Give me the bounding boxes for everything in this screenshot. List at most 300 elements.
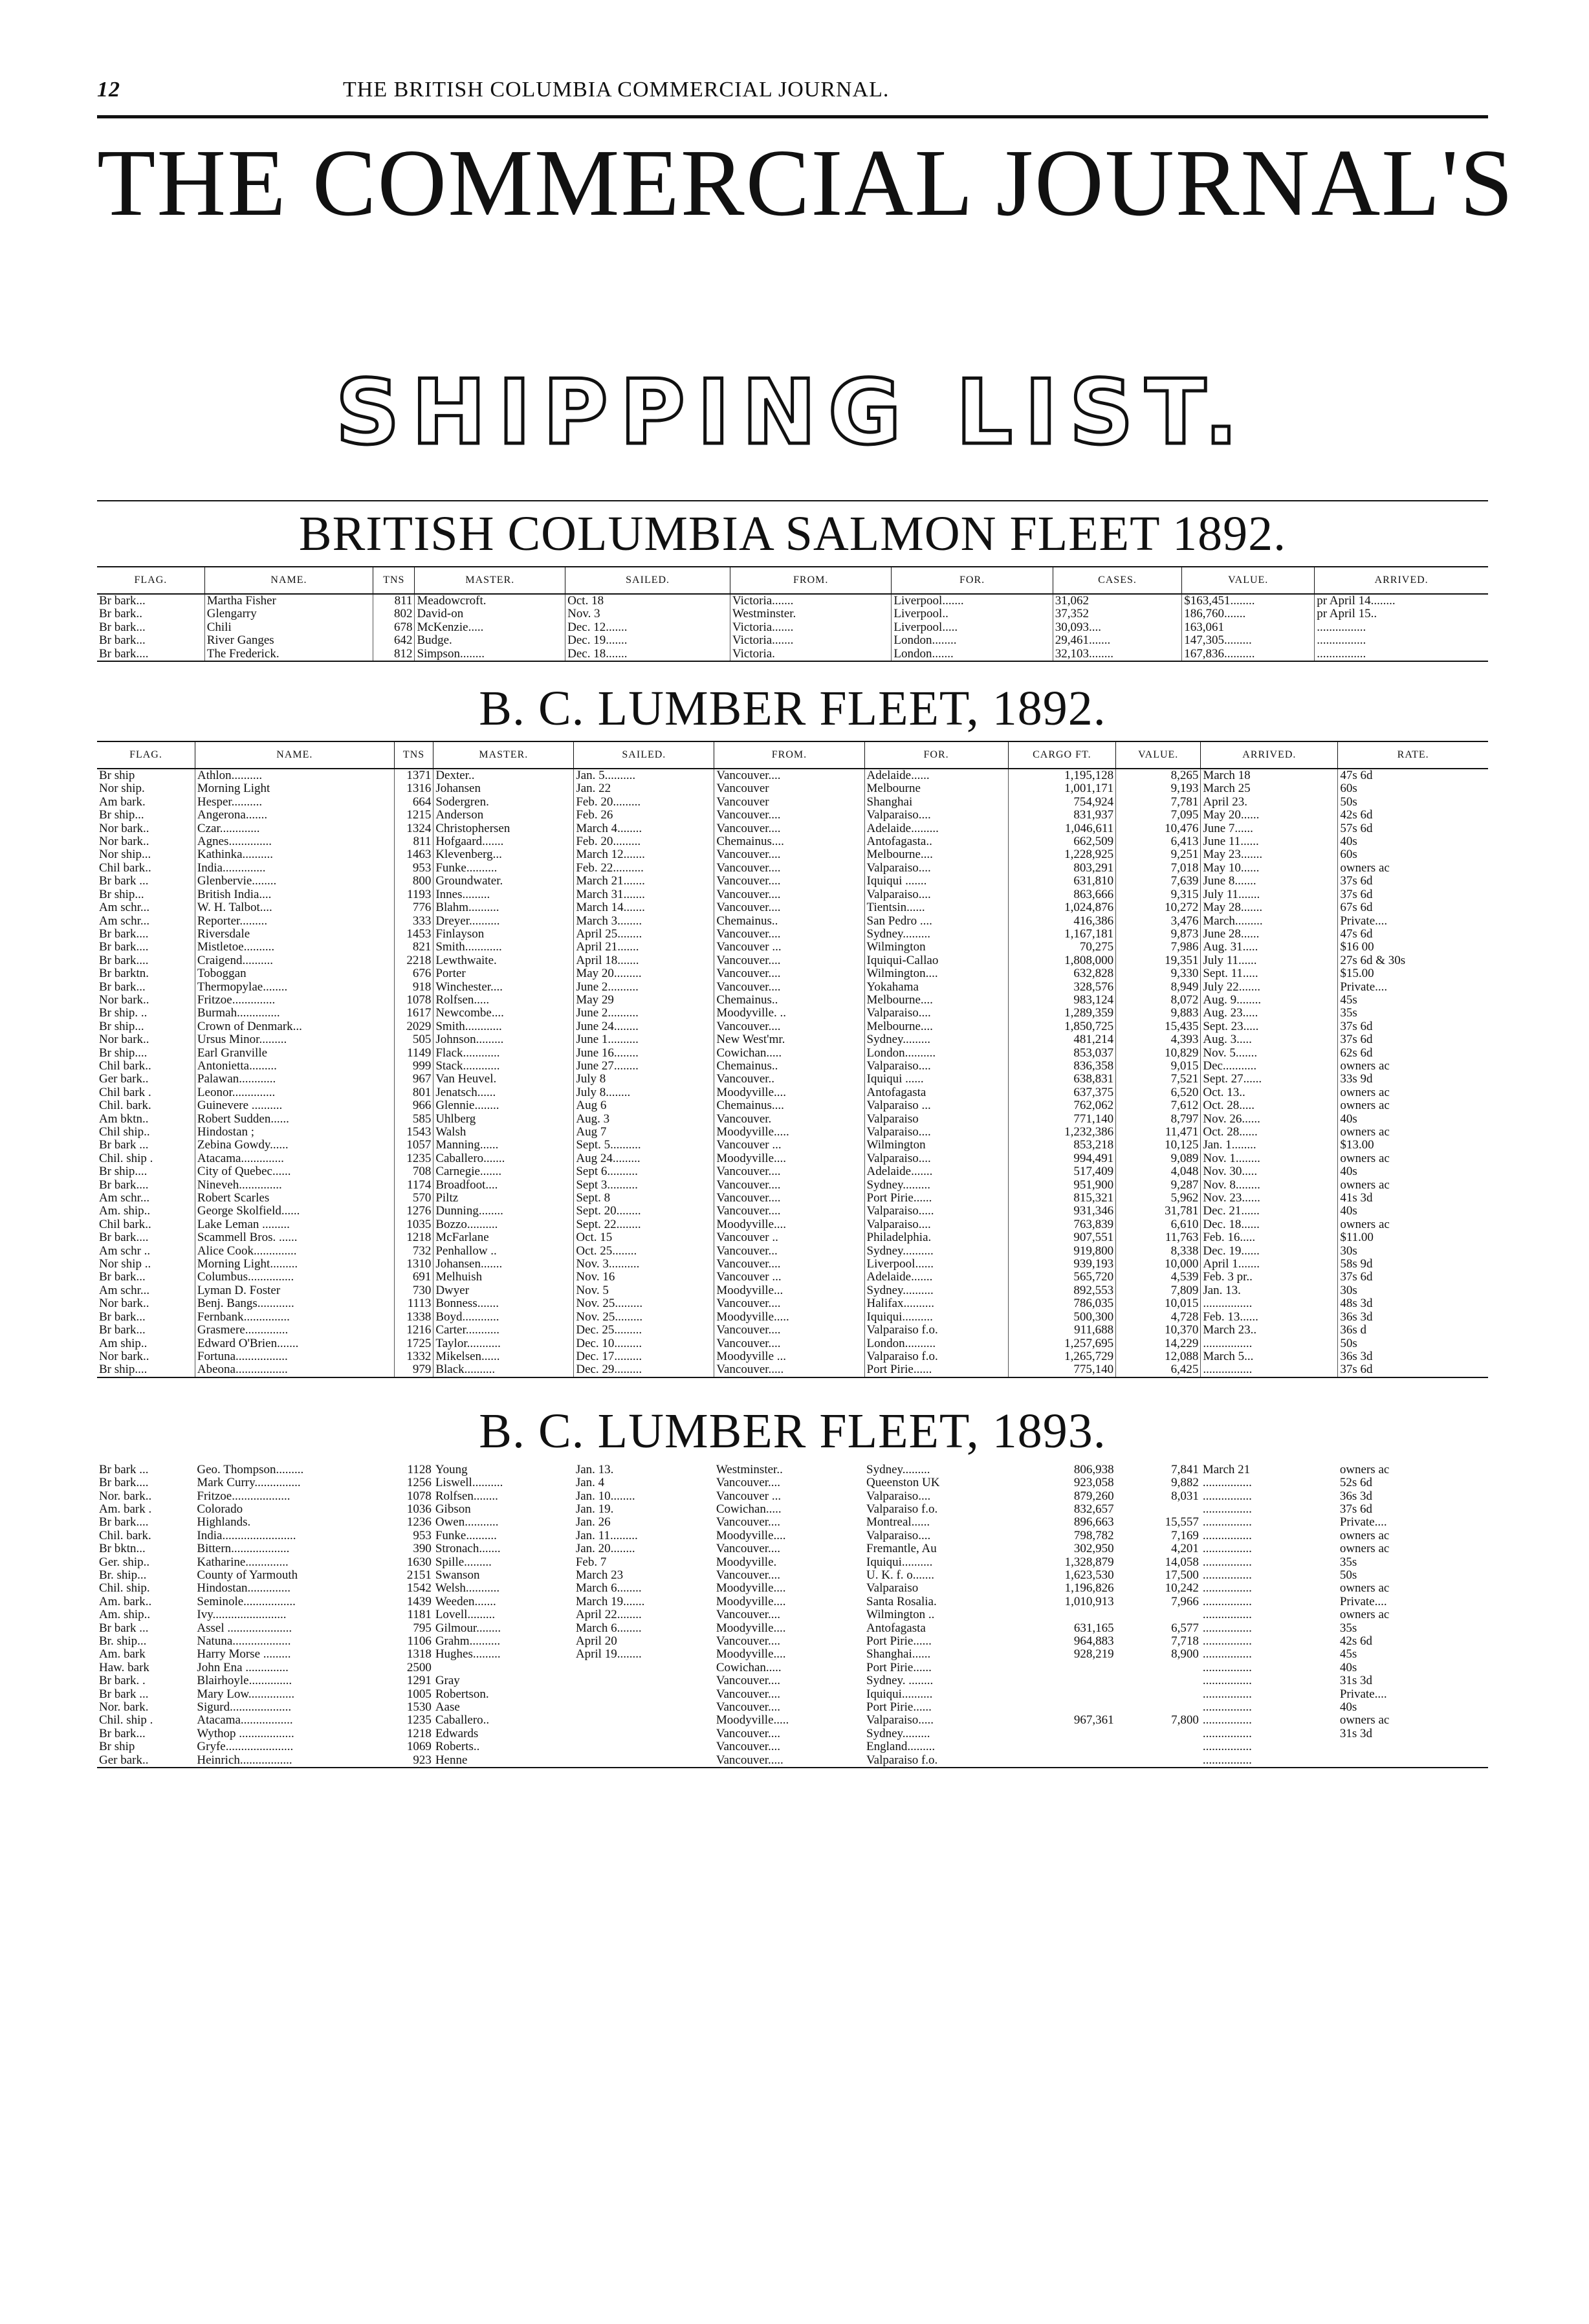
- lumber-1892-cell: Vancouver....: [714, 848, 864, 861]
- lumber-1892-cell: Dreyer..........: [433, 915, 574, 928]
- lumber-1892-cell: Melbourne....: [864, 994, 1008, 1007]
- lumber-1893-cell: Geo. Thompson.........: [197, 1463, 304, 1476]
- lumber-1892-cell: 40s: [1338, 835, 1488, 848]
- lumber-1892-cell: Chil bark..: [99, 1218, 151, 1231]
- lumber-1893-cell: Vancouver ...: [716, 1489, 782, 1503]
- lumber-1892-cell: Taylor...........: [433, 1337, 574, 1350]
- lumber-1892-cell: Columbus...............: [195, 1271, 394, 1284]
- lumber-1892-cell: 776: [394, 901, 433, 914]
- lumber-1893-cell: ................: [1202, 1502, 1252, 1516]
- lumber-1892-table-row: [97, 782, 1488, 795]
- lumber-1893-cell: 17,500: [1165, 1568, 1199, 1582]
- lumber-1892-cell: Dec. 25.........: [574, 1324, 714, 1337]
- lumber-1892-cell: Aug. 3.....: [1201, 1033, 1338, 1046]
- salmon-fleet-table: [97, 566, 1488, 662]
- lumber-1893-cell: [574, 1714, 714, 1727]
- lumber-1892-table-row: [97, 954, 1488, 967]
- lumber-1893-cell: 390: [413, 1542, 432, 1556]
- lumber-1892-table-row: [97, 1086, 1488, 1099]
- lumber-1892-cell: Porter: [433, 967, 574, 980]
- lumber-1892-column-header: SAILED.: [574, 741, 714, 769]
- lumber-1892-cell: 1,228,925: [1008, 848, 1116, 861]
- lumber-1892-cell: 9,089: [1116, 1152, 1201, 1165]
- salmon-cell: 802: [373, 608, 415, 620]
- lumber-1893-cell: Moodyville....: [716, 1648, 786, 1661]
- lumber-1892-cell: Br bark....: [99, 954, 149, 967]
- lumber-1892-cell: Vancouver....: [714, 981, 864, 994]
- lumber-1892-table-row: [97, 1179, 1488, 1192]
- salmon-cell: Dec. 19.......: [565, 634, 730, 647]
- lumber-1893-cell: 1630: [406, 1555, 432, 1569]
- lumber-1892-cell: owners ac: [1338, 1099, 1488, 1112]
- lumber-1893-cell: [574, 1727, 714, 1740]
- salmon-table-row: [97, 634, 1488, 647]
- lumber-1892-cell: 19,351: [1116, 954, 1201, 967]
- lumber-1892-cell: India..............: [195, 862, 394, 875]
- lumber-1893-cell: [574, 1674, 714, 1687]
- lumber-1892-cell: 1453: [394, 928, 433, 941]
- lumber-1892-table-row: [97, 1271, 1488, 1284]
- lumber-1892-cell: Halifax..........: [864, 1297, 1008, 1310]
- lumber-1893-cell: 1181: [407, 1608, 432, 1622]
- lumber-1893-cell: [1008, 1661, 1116, 1674]
- lumber-1892-table-row: [97, 1258, 1488, 1271]
- lumber-1893-cell: Bittern...................: [197, 1542, 290, 1556]
- lumber-1892-cell: Chil ship..: [99, 1126, 150, 1139]
- lumber-1893-cell: Feb. 7: [575, 1555, 607, 1569]
- lumber-1892-cell: Valparaiso....: [864, 1060, 1008, 1073]
- lumber-1892-cell: 1,289,359: [1008, 1007, 1116, 1020]
- lumber-1893-cell: [1338, 1754, 1488, 1768]
- lumber-1892-cell: Vancouver....: [714, 1337, 864, 1350]
- lumber-1892-cell: ................: [1201, 1337, 1338, 1350]
- lumber-1893-cell: 4,201: [1171, 1542, 1199, 1556]
- lumber-1893-cell: [1116, 1608, 1201, 1621]
- lumber-1892-cell: Sept. 5..........: [574, 1139, 714, 1152]
- lumber-1893-cell: Vancouver....: [716, 1516, 781, 1529]
- lumber-1892-cell: 1,265,729: [1008, 1350, 1116, 1363]
- lumber-1892-cell: 57s 6d: [1338, 822, 1488, 835]
- lumber-1892-cell: 67s 6d: [1338, 901, 1488, 914]
- lumber-1892-cell: 7,018: [1116, 862, 1201, 875]
- lumber-1892-table-row: [97, 928, 1488, 941]
- lumber-1893-cell: Henne: [433, 1754, 574, 1768]
- salmon-cell: 811: [373, 594, 415, 608]
- lumber-1892-cell: 8,072: [1116, 994, 1201, 1007]
- lumber-1892-cell: March 18: [1201, 769, 1338, 782]
- lumber-1892-cell: Piltz: [433, 1192, 574, 1205]
- lumber-1893-cell: Young: [435, 1463, 468, 1476]
- lumber-1893-cell: Jan. 11.........: [575, 1529, 638, 1542]
- lumber-1892-cell: 9,015: [1116, 1060, 1201, 1073]
- lumber-1893-cell: March 23: [575, 1568, 624, 1582]
- lumber-1892-cell: 1332: [394, 1350, 433, 1363]
- lumber-1892-cell: Br bark....: [99, 1231, 149, 1245]
- lumber-1892-cell: 47s 6d: [1338, 769, 1488, 782]
- lumber-1892-cell: Cowichan.....: [714, 1047, 864, 1060]
- lumber-1892-column-header: ARRIVED.: [1201, 741, 1338, 769]
- lumber-1892-column-header: RATE.: [1338, 741, 1488, 769]
- lumber-1892-cell: Sydney.........: [864, 1179, 1008, 1192]
- lumber-1892-cell: 1,808,000: [1008, 954, 1116, 967]
- lumber-1893-cell: Br. ship...: [99, 1635, 147, 1648]
- lumber-1892-cell: Philadelphia.: [864, 1231, 1008, 1244]
- lumber-1892-cell: 585: [394, 1113, 433, 1126]
- lumber-1892-cell: 37s 6d: [1338, 1033, 1488, 1046]
- lumber-1892-cell: Sept. 20........: [574, 1205, 714, 1218]
- lumber-1892-cell: Newcombe....: [433, 1007, 574, 1020]
- lumber-1893-cell: 806,938: [1073, 1463, 1114, 1476]
- salmon-cell: 32,103........: [1053, 648, 1181, 661]
- lumber-1892-cell: June 28......: [1201, 928, 1338, 941]
- lumber-1892-cell: 8,797: [1116, 1113, 1201, 1126]
- lumber-1892-table-row: [97, 1099, 1488, 1112]
- lumber-1893-cell: [574, 1754, 714, 1768]
- salmon-cell: Oct. 18: [565, 594, 730, 608]
- lumber-1892-cell: Funke..........: [433, 862, 574, 875]
- lumber-1892-cell: Vancouver....: [714, 822, 864, 835]
- lumber-1892-cell: 1216: [394, 1324, 433, 1337]
- lumber-1893-cell: Am. ship..: [99, 1608, 151, 1622]
- lumber-1892-cell: owners ac: [1338, 1218, 1488, 1231]
- lumber-1893-cell: Highlands.: [197, 1516, 251, 1529]
- lumber-1893-cell: 923: [394, 1754, 433, 1768]
- lumber-1893-cell: Atacama.................: [197, 1714, 293, 1727]
- salmon-cell: ................: [1315, 621, 1488, 634]
- lumber-1892-cell: Broadfoot....: [433, 1179, 574, 1192]
- lumber-1892-cell: 10,272: [1116, 901, 1201, 914]
- salmon-column-header: FLAG.: [97, 567, 204, 594]
- lumber-1892-cell: 1463: [394, 848, 433, 861]
- running-title: THE BRITISH COLUMBIA COMMERCIAL JOURNAL.: [343, 78, 890, 102]
- lumber-1892-cell: Moodyville...: [714, 1284, 864, 1297]
- lumber-1893-cell: ................: [1202, 1727, 1252, 1740]
- lumber-1892-cell: 500,300: [1008, 1311, 1116, 1324]
- lumber-1893-cell: [1008, 1754, 1116, 1768]
- lumber-1892-cell: Antofagasta..: [864, 835, 1008, 848]
- lumber-1892-cell: 853,218: [1008, 1139, 1116, 1152]
- lumber-1893-cell: [1008, 1701, 1116, 1714]
- lumber-1892-cell: Dunning........: [433, 1205, 574, 1218]
- lumber-1892-cell: 931,346: [1008, 1205, 1116, 1218]
- lumber-1893-cell: ................: [1202, 1595, 1252, 1608]
- lumber-1893-cell: [1338, 1740, 1488, 1753]
- lumber-1893-cell: Am. bark .: [99, 1502, 152, 1516]
- lumber-1893-cell: owners ac: [1339, 1714, 1390, 1727]
- lumber-1892-cell: Valparaiso....: [864, 1152, 1008, 1165]
- lumber-1893-cell: 879,260: [1073, 1489, 1114, 1503]
- lumber-1892-cell: June 16........: [574, 1047, 714, 1060]
- lumber-1892-cell: Vancouver....: [714, 1165, 864, 1178]
- lumber-1892-table-row: [97, 1033, 1488, 1046]
- lumber-1892-cell: Robert Sudden......: [195, 1113, 394, 1126]
- lumber-1893-table-row: [97, 1463, 1488, 1476]
- lumber-1892-cell: 60s: [1338, 782, 1488, 795]
- salmon-table-row: [97, 621, 1488, 634]
- lumber-1892-cell: Dec. 17.........: [574, 1350, 714, 1363]
- lumber-1892-cell: Dwyer: [433, 1284, 574, 1297]
- lumber-1892-cell: Lyman D. Foster: [195, 1284, 394, 1297]
- lumber-1892-cell: Nor ship ..: [99, 1258, 151, 1271]
- lumber-1893-cell: Robertson.: [435, 1687, 489, 1701]
- lumber-1892-cell: 1113: [394, 1297, 433, 1310]
- salmon-cell: Victoria.......: [730, 621, 892, 634]
- lumber-1893-cell: Weeden.......: [435, 1595, 496, 1608]
- lumber-1892-cell: Chemainus..: [714, 1060, 864, 1073]
- lumber-1893-cell: Sigurd....................: [197, 1701, 292, 1715]
- lumber-1892-table-row: [97, 994, 1488, 1007]
- lumber-1892-cell: 10,015: [1116, 1297, 1201, 1310]
- lumber-1892-cell: Oct. 28......: [1201, 1126, 1338, 1139]
- lumber-1892-cell: Nor bark..: [99, 993, 149, 1007]
- lumber-1892-cell: 9,883: [1116, 1007, 1201, 1020]
- lumber-1892-cell: Kathinka..........: [195, 848, 394, 861]
- lumber-1893-table-row: [97, 1727, 1488, 1740]
- lumber-1893-cell: owners ac: [1339, 1582, 1390, 1595]
- lumber-1893-cell: Vancouver....: [716, 1701, 781, 1715]
- lumber-1892-cell: 638,831: [1008, 1073, 1116, 1086]
- lumber-1892-cell: June 11......: [1201, 835, 1338, 848]
- lumber-1893-cell: [1008, 1688, 1116, 1701]
- lumber-1892-cell: 1,195,128: [1008, 769, 1116, 782]
- lumber-1893-cell: 1542: [406, 1582, 432, 1595]
- lumber-1893-cell: 1,328,879: [1064, 1555, 1114, 1569]
- lumber-1892-cell: 328,576: [1008, 981, 1116, 994]
- lumber-1892-cell: Moodyville....: [714, 1086, 864, 1099]
- lumber-1892-cell: 4,393: [1116, 1033, 1201, 1046]
- lumber-1892-cell: Robert Scarles: [195, 1192, 394, 1205]
- lumber-1892-cell: 730: [394, 1284, 433, 1297]
- lumber-1892-cell: Glennie........: [433, 1099, 574, 1112]
- lumber-1893-cell: [574, 1688, 714, 1701]
- lumber-1893-cell: 2151: [406, 1568, 432, 1582]
- lumber-1892-cell: Sodergren.: [433, 796, 574, 809]
- lumber-1892-cell: 10,125: [1116, 1139, 1201, 1152]
- lumber-1892-cell: Br bark ...: [99, 875, 149, 888]
- lumber-1892-cell: Vancouver....: [714, 888, 864, 901]
- lumber-1893-cell: 15,557: [1165, 1516, 1199, 1529]
- lumber-1892-table-row: [97, 809, 1488, 822]
- salmon-cell: Victoria.: [730, 648, 892, 661]
- lumber-1892-cell: 36s d: [1338, 1324, 1488, 1337]
- lumber-1892-cell: Port Pirie......: [864, 1363, 1008, 1377]
- lumber-1893-table-row: [97, 1635, 1488, 1648]
- lumber-1893-cell: [1116, 1701, 1201, 1714]
- lumber-1893-cell: Caballero..: [435, 1714, 490, 1727]
- lumber-1893-cell: March 19.......: [575, 1595, 645, 1608]
- lumber-1893-cell: 8,900: [1171, 1648, 1199, 1661]
- lumber-1893-cell: Valparaiso.....: [866, 1714, 934, 1727]
- lumber-1892-cell: Nov. 30.....: [1201, 1165, 1338, 1178]
- lumber-1892-cell: June 1..........: [574, 1033, 714, 1046]
- salmon-cell: Br bark...: [99, 594, 146, 608]
- lumber-1892-cell: Am. ship..: [99, 1205, 151, 1218]
- lumber-1893-cell: Haw. bark: [99, 1661, 149, 1674]
- lumber-1892-cell: Oct. 28.....: [1201, 1099, 1338, 1112]
- lumber-1892-cell: 2218: [394, 954, 433, 967]
- lumber-1893-cell: owners ac: [1339, 1463, 1390, 1476]
- lumber-1893-cell: Br bark....: [99, 1476, 149, 1490]
- lumber-1892-cell: Adelaide......: [864, 769, 1008, 782]
- lumber-1892-cell: Wilmington: [864, 1139, 1008, 1152]
- lumber-1893-table-row: [97, 1622, 1488, 1635]
- lumber-1893-cell: Valparaiso f.o.: [864, 1754, 1008, 1768]
- lumber-1893-cell: Ivy........................: [197, 1608, 287, 1622]
- lumber-1892-cell: 918: [394, 981, 433, 994]
- lumber-1893-cell: 896,663: [1073, 1516, 1114, 1529]
- lumber-1893-cell: Mark Curry...............: [197, 1476, 301, 1490]
- lumber-1893-cell: 31s 3d: [1339, 1674, 1372, 1688]
- lumber-1892-cell: Oct. 13..: [1201, 1086, 1338, 1099]
- lumber-1892-cell: 5,962: [1116, 1192, 1201, 1205]
- lumber-1892-cell: April 25........: [574, 928, 714, 941]
- lumber-1893-cell: 40s: [1339, 1661, 1357, 1674]
- lumber-1892-cell: 907,551: [1008, 1231, 1116, 1244]
- lumber-1892-cell: Manning......: [433, 1139, 574, 1152]
- lumber-1893-cell: Queenston UK: [866, 1476, 940, 1490]
- lumber-1892-cell: British India....: [195, 888, 394, 901]
- lumber-1893-cell: Moodyville.....: [716, 1714, 789, 1727]
- lumber-1893-cell: Gray: [435, 1674, 460, 1688]
- lumber-1892-cell: 994,491: [1008, 1152, 1116, 1165]
- lumber-1893-cell: [1008, 1674, 1116, 1687]
- lumber-1892-cell: 1,232,386: [1008, 1126, 1116, 1139]
- lumber-1892-title: B. C. LUMBER FLEET, 1892.: [479, 681, 1106, 736]
- lumber-1892-cell: Melhuish: [433, 1271, 574, 1284]
- lumber-1893-cell: Moodyville....: [716, 1529, 786, 1542]
- lumber-1892-cell: owners ac: [1338, 1086, 1488, 1099]
- lumber-1892-cell: 801: [394, 1086, 433, 1099]
- salmon-column-header: FOR.: [892, 567, 1053, 594]
- lumber-1892-table-row: [97, 848, 1488, 861]
- lumber-1892-cell: 732: [394, 1245, 433, 1258]
- salmon-column-header: VALUE.: [1182, 567, 1315, 594]
- lumber-1892-cell: $11.00: [1338, 1231, 1488, 1244]
- lumber-1892-cell: Fritzoe..............: [195, 994, 394, 1007]
- lumber-1892-cell: W. H. Talbot....: [195, 901, 394, 914]
- lumber-1893-cell: 8,031: [1171, 1489, 1199, 1503]
- salmon-cell: 37,352: [1053, 608, 1181, 620]
- lumber-1893-cell: Br bark ...: [99, 1621, 149, 1635]
- lumber-1892-cell: Port Pirie......: [864, 1192, 1008, 1205]
- lumber-1893-cell: Vancouver....: [716, 1542, 781, 1556]
- lumber-1893-cell: 35s: [1339, 1621, 1357, 1635]
- lumber-1892-cell: Vancouver..: [714, 1073, 864, 1086]
- lumber-1892-cell: Aug. 23.....: [1201, 1007, 1338, 1020]
- lumber-1892-cell: Nor bark..: [99, 1297, 149, 1311]
- lumber-1892-cell: Bozzo..........: [433, 1218, 574, 1231]
- lumber-1892-cell: 40s: [1338, 1165, 1488, 1178]
- salmon-column-header: CASES.: [1053, 567, 1181, 594]
- lumber-1892-cell: March 4........: [574, 822, 714, 835]
- salmon-header-row: [97, 567, 1488, 594]
- lumber-1892-cell: Nov. 26......: [1201, 1113, 1338, 1126]
- lumber-1892-cell: Vancouver: [714, 796, 864, 809]
- lumber-1892-cell: March 14.......: [574, 901, 714, 914]
- lumber-1892-table-row: [97, 888, 1488, 901]
- lumber-1892-cell: 1371: [394, 769, 433, 782]
- lumber-1892-cell: 951,900: [1008, 1179, 1116, 1192]
- lumber-1892-cell: July 8: [574, 1073, 714, 1086]
- lumber-1892-column-header: CARGO FT.: [1008, 741, 1116, 769]
- lumber-1892-cell: 7,521: [1116, 1073, 1201, 1086]
- salmon-table-row: [97, 648, 1488, 661]
- lumber-1893-cell: March 6........: [575, 1621, 642, 1635]
- lumber-1893-cell: 795: [413, 1621, 432, 1635]
- lumber-1892-cell: 33s 9d: [1338, 1073, 1488, 1086]
- lumber-1893-cell: Cowichan.....: [716, 1502, 782, 1516]
- lumber-1893-cell: ................: [1202, 1648, 1252, 1661]
- lumber-1893-cell: Grahm..........: [435, 1635, 501, 1648]
- lumber-1892-table-row: [97, 796, 1488, 809]
- salmon-cell: Liverpool.......: [892, 594, 1053, 608]
- lumber-1893-cell: [1008, 1727, 1116, 1740]
- lumber-1892-cell: Dec. 18......: [1201, 1218, 1338, 1231]
- lumber-1892-cell: Yokahama: [864, 981, 1008, 994]
- lumber-1893-cell: 1530: [406, 1701, 432, 1715]
- lumber-1892-cell: Moodyville. ..: [714, 1007, 864, 1020]
- lumber-1892-cell: Vancouver....: [714, 1179, 864, 1192]
- lumber-1893-cell: 1318: [406, 1648, 432, 1661]
- lumber-1893-cell: 1005: [406, 1687, 432, 1701]
- lumber-1892-table-row: [97, 1192, 1488, 1205]
- lumber-1892-cell: Penhallow ..: [433, 1245, 574, 1258]
- lumber-1892-cell: Jan. 5..........: [574, 769, 714, 782]
- lumber-1892-table-row: [97, 1337, 1488, 1350]
- lumber-1892-cell: ................: [1201, 1363, 1338, 1377]
- lumber-1893-table-row: [97, 1648, 1488, 1661]
- lumber-1893-cell: Swanson: [435, 1568, 480, 1582]
- lumber-1892-cell: George Skolfield......: [195, 1205, 394, 1218]
- lumber-1893-cell: Private....: [1339, 1595, 1387, 1608]
- lumber-1892-cell: Am schr...: [99, 901, 150, 915]
- lumber-1892-cell: Boyd............: [433, 1311, 574, 1324]
- lumber-1892-cell: 7,781: [1116, 796, 1201, 809]
- lumber-1893-cell: Gilmour........: [435, 1621, 501, 1635]
- lumber-1892-cell: Morning Light: [195, 782, 394, 795]
- salmon-cell: 642: [373, 634, 415, 647]
- salmon-cell: 29,461.......: [1053, 634, 1181, 647]
- salmon-column-header: ARRIVED.: [1315, 567, 1488, 594]
- lumber-1892-cell: 1324: [394, 822, 433, 835]
- lumber-1892-cell: 10,476: [1116, 822, 1201, 835]
- lumber-1892-cell: July 8........: [574, 1086, 714, 1099]
- lumber-1892-cell: ................: [1201, 1297, 1338, 1310]
- lumber-1892-cell: Vancouver....: [714, 954, 864, 967]
- lumber-1892-cell: Chil. bark.: [99, 1099, 151, 1113]
- lumber-1892-cell: Jenatsch......: [433, 1086, 574, 1099]
- lumber-1892-cell: Nov. 3..........: [574, 1258, 714, 1271]
- lumber-1892-cell: owners ac: [1338, 862, 1488, 875]
- lumber-1892-cell: Adelaide.......: [864, 1165, 1008, 1178]
- lumber-1893-cell: Moodyville....: [716, 1621, 786, 1635]
- lumber-1892-cell: 4,728: [1116, 1311, 1201, 1324]
- salmon-body: [97, 594, 1488, 661]
- lumber-1892-cell: July 11.......: [1201, 888, 1338, 901]
- lumber-1892-cell: Iquiqui ......: [864, 1073, 1008, 1086]
- lumber-1892-cell: 10,829: [1116, 1047, 1201, 1060]
- lumber-1893-cell: 631,165: [1073, 1621, 1114, 1635]
- lumber-1892-table-row: [97, 1152, 1488, 1165]
- lumber-1892-cell: Sept. 27......: [1201, 1073, 1338, 1086]
- lumber-1892-cell: $13.00: [1338, 1139, 1488, 1152]
- salmon-cell: Br bark....: [97, 648, 204, 661]
- lumber-1892-cell: Aug. 31.....: [1201, 941, 1338, 954]
- lumber-1892-cell: 42s 6d: [1338, 809, 1488, 822]
- lumber-1892-cell: Vancouver....: [714, 1297, 864, 1310]
- lumber-1892-cell: 35s: [1338, 1007, 1488, 1020]
- salmon-cell: 163,061: [1182, 621, 1315, 634]
